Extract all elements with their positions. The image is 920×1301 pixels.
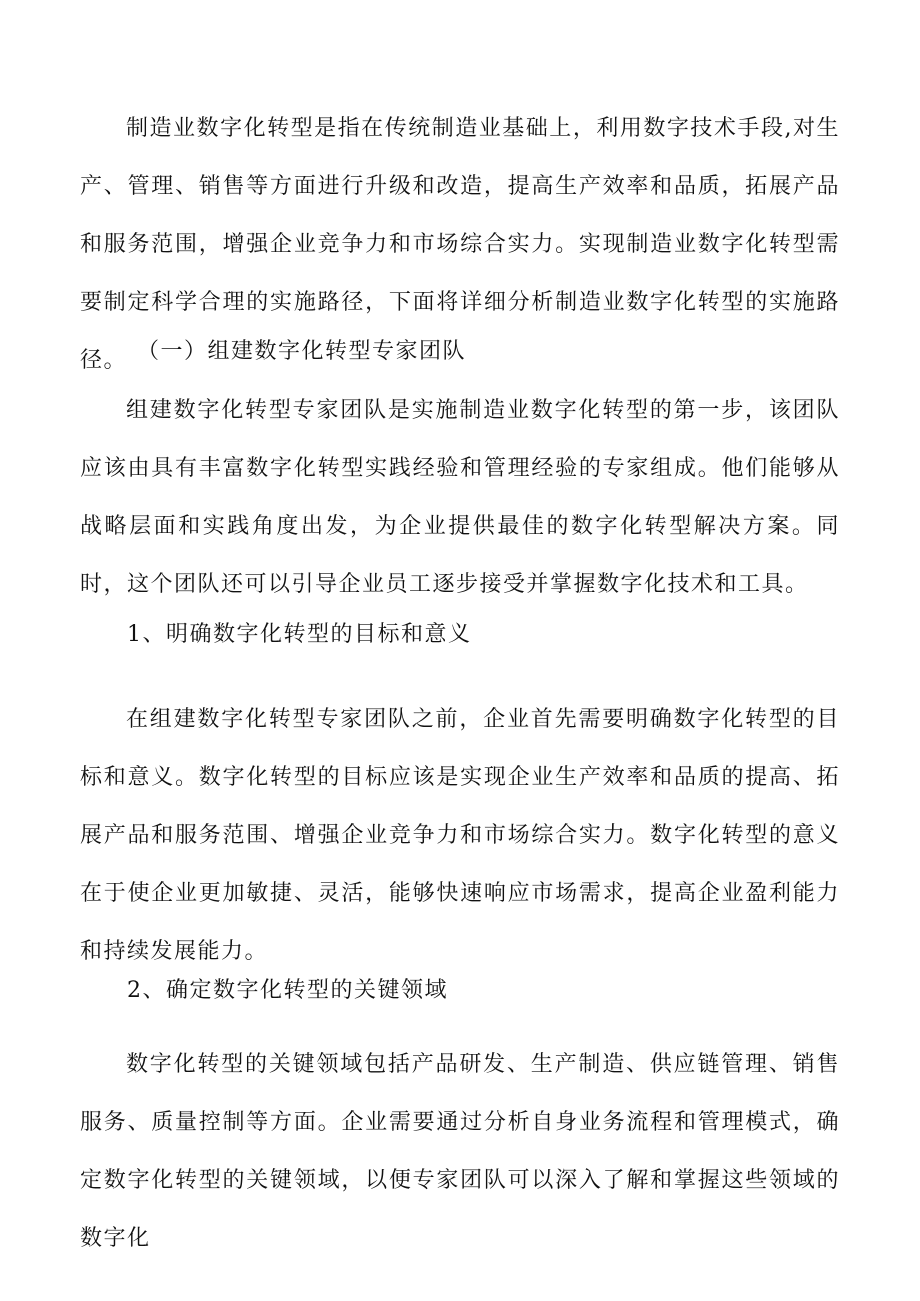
expert-team-paragraph: 组建数字化转型专家团队是实施制造业数字化转型的第一步，该团队应该由具有丰富数字化转型实践经验和管理经验的专家组成。他们能够从战略层面和实践角度出发，为企业提供最佳的数字化转型解决方案。同时，这个团队还可以引导企业员工逐步接受并掌握数字化技术和工具。 (80, 398, 840, 597)
subheading-goals-and-meaning: 1、明确数字化转型的目标和意义 (127, 622, 472, 647)
subheading-key-areas: 2、确定数字化转型的关键领域 (127, 978, 448, 1003)
goals-and-meaning-paragraph: 在组建数字化转型专家团队之前，企业首先需要明确数字化转型的目标和意义。数字化转型的目标应该是实现企业生产效率和品质的提高、拓展产品和服务范围、增强企业竞争力和市场综合实力。数字化转型的意义在于使企业更加敏捷、灵活，能够快速响应市场需求，提高企业盈利能力和持续发展能力。 (80, 707, 840, 964)
key-areas-paragraph: 数字化转型的关键领域包括产品研发、生产制造、供应链管理、销售服务、质量控制等方面。企业需要通过分析自身业务流程和管理模式，确定数字化转型的关键领域，以便专家团队可以深入了解和掌握这些领域的数字化 (80, 1052, 840, 1251)
section-heading-expert-team: （一）组建数字化转型专家团队 (137, 339, 467, 364)
intro-paragraph: 制造业数字化转型是指在传统制造业基础上，利用数字技术手段,对生产、管理、销售等方面进行升级和改造，提高生产效率和品质，拓展产品和服务范围，增强企业竞争力和市场综合实力。实现制造业数字化转型需要制定科学合理的实施路径，下面将详细分析制造业数字化转型的实施路径。 (80, 116, 840, 373)
